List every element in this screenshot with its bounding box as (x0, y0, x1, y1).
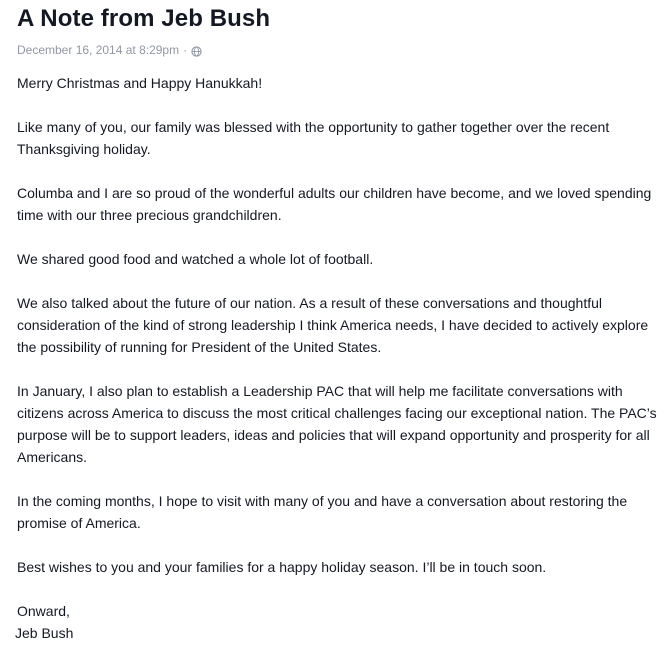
paragraph-coming-months: In the coming months, I hope to visit with many of you and have a conversation about restoring the promise of America. (17, 493, 628, 531)
note-meta (17, 42, 657, 58)
paragraph-pac: In January, I also plan to establish a Leadership PAC that will help me facilitate conversations with citizens across America to discuss the most critical challenges facing our exceptional nation. The PAC’s purpose will be to support leaders, ideas and policies that will expand opportunity and prosperity for all Americans. (17, 383, 657, 465)
globe-icon[interactable] (191, 45, 202, 56)
paragraph-best-wishes: Best wishes to you and your families for a happy holiday season. I’ll be in touch soon. (17, 559, 547, 575)
meta-separator: · (183, 43, 188, 57)
paragraph-greeting: Merry Christmas and Happy Hanukkah! (17, 75, 263, 91)
paragraph-football: We shared good food and watched a whole lot of football. (17, 251, 374, 267)
note-container (17, 4, 657, 644)
paragraph-announcement: We also talked about the future of our nation. As a result of these conversations and thoughtful consideration of the kind of strong leadership I think America needs, I have decided to actively explore the possibility of running for President of the United States. (17, 295, 649, 355)
signature: Jeb Bush (15, 625, 74, 641)
note-timestamp[interactable]: December 16, 2014 at 8:29pm (17, 43, 180, 57)
paragraph-thanksgiving: Like many of you, our family was blessed with the opportunity to gather together over the recent Thanksgiving holiday. (17, 119, 610, 157)
note-body (17, 72, 657, 644)
paragraph-family: Columba and I are so proud of the wonderful adults our children have become, and we loved spending time with our three precious grandchildren. (17, 185, 652, 223)
closing-line: Onward, (17, 603, 70, 619)
note-title: A Note from Jeb Bush (17, 5, 271, 32)
